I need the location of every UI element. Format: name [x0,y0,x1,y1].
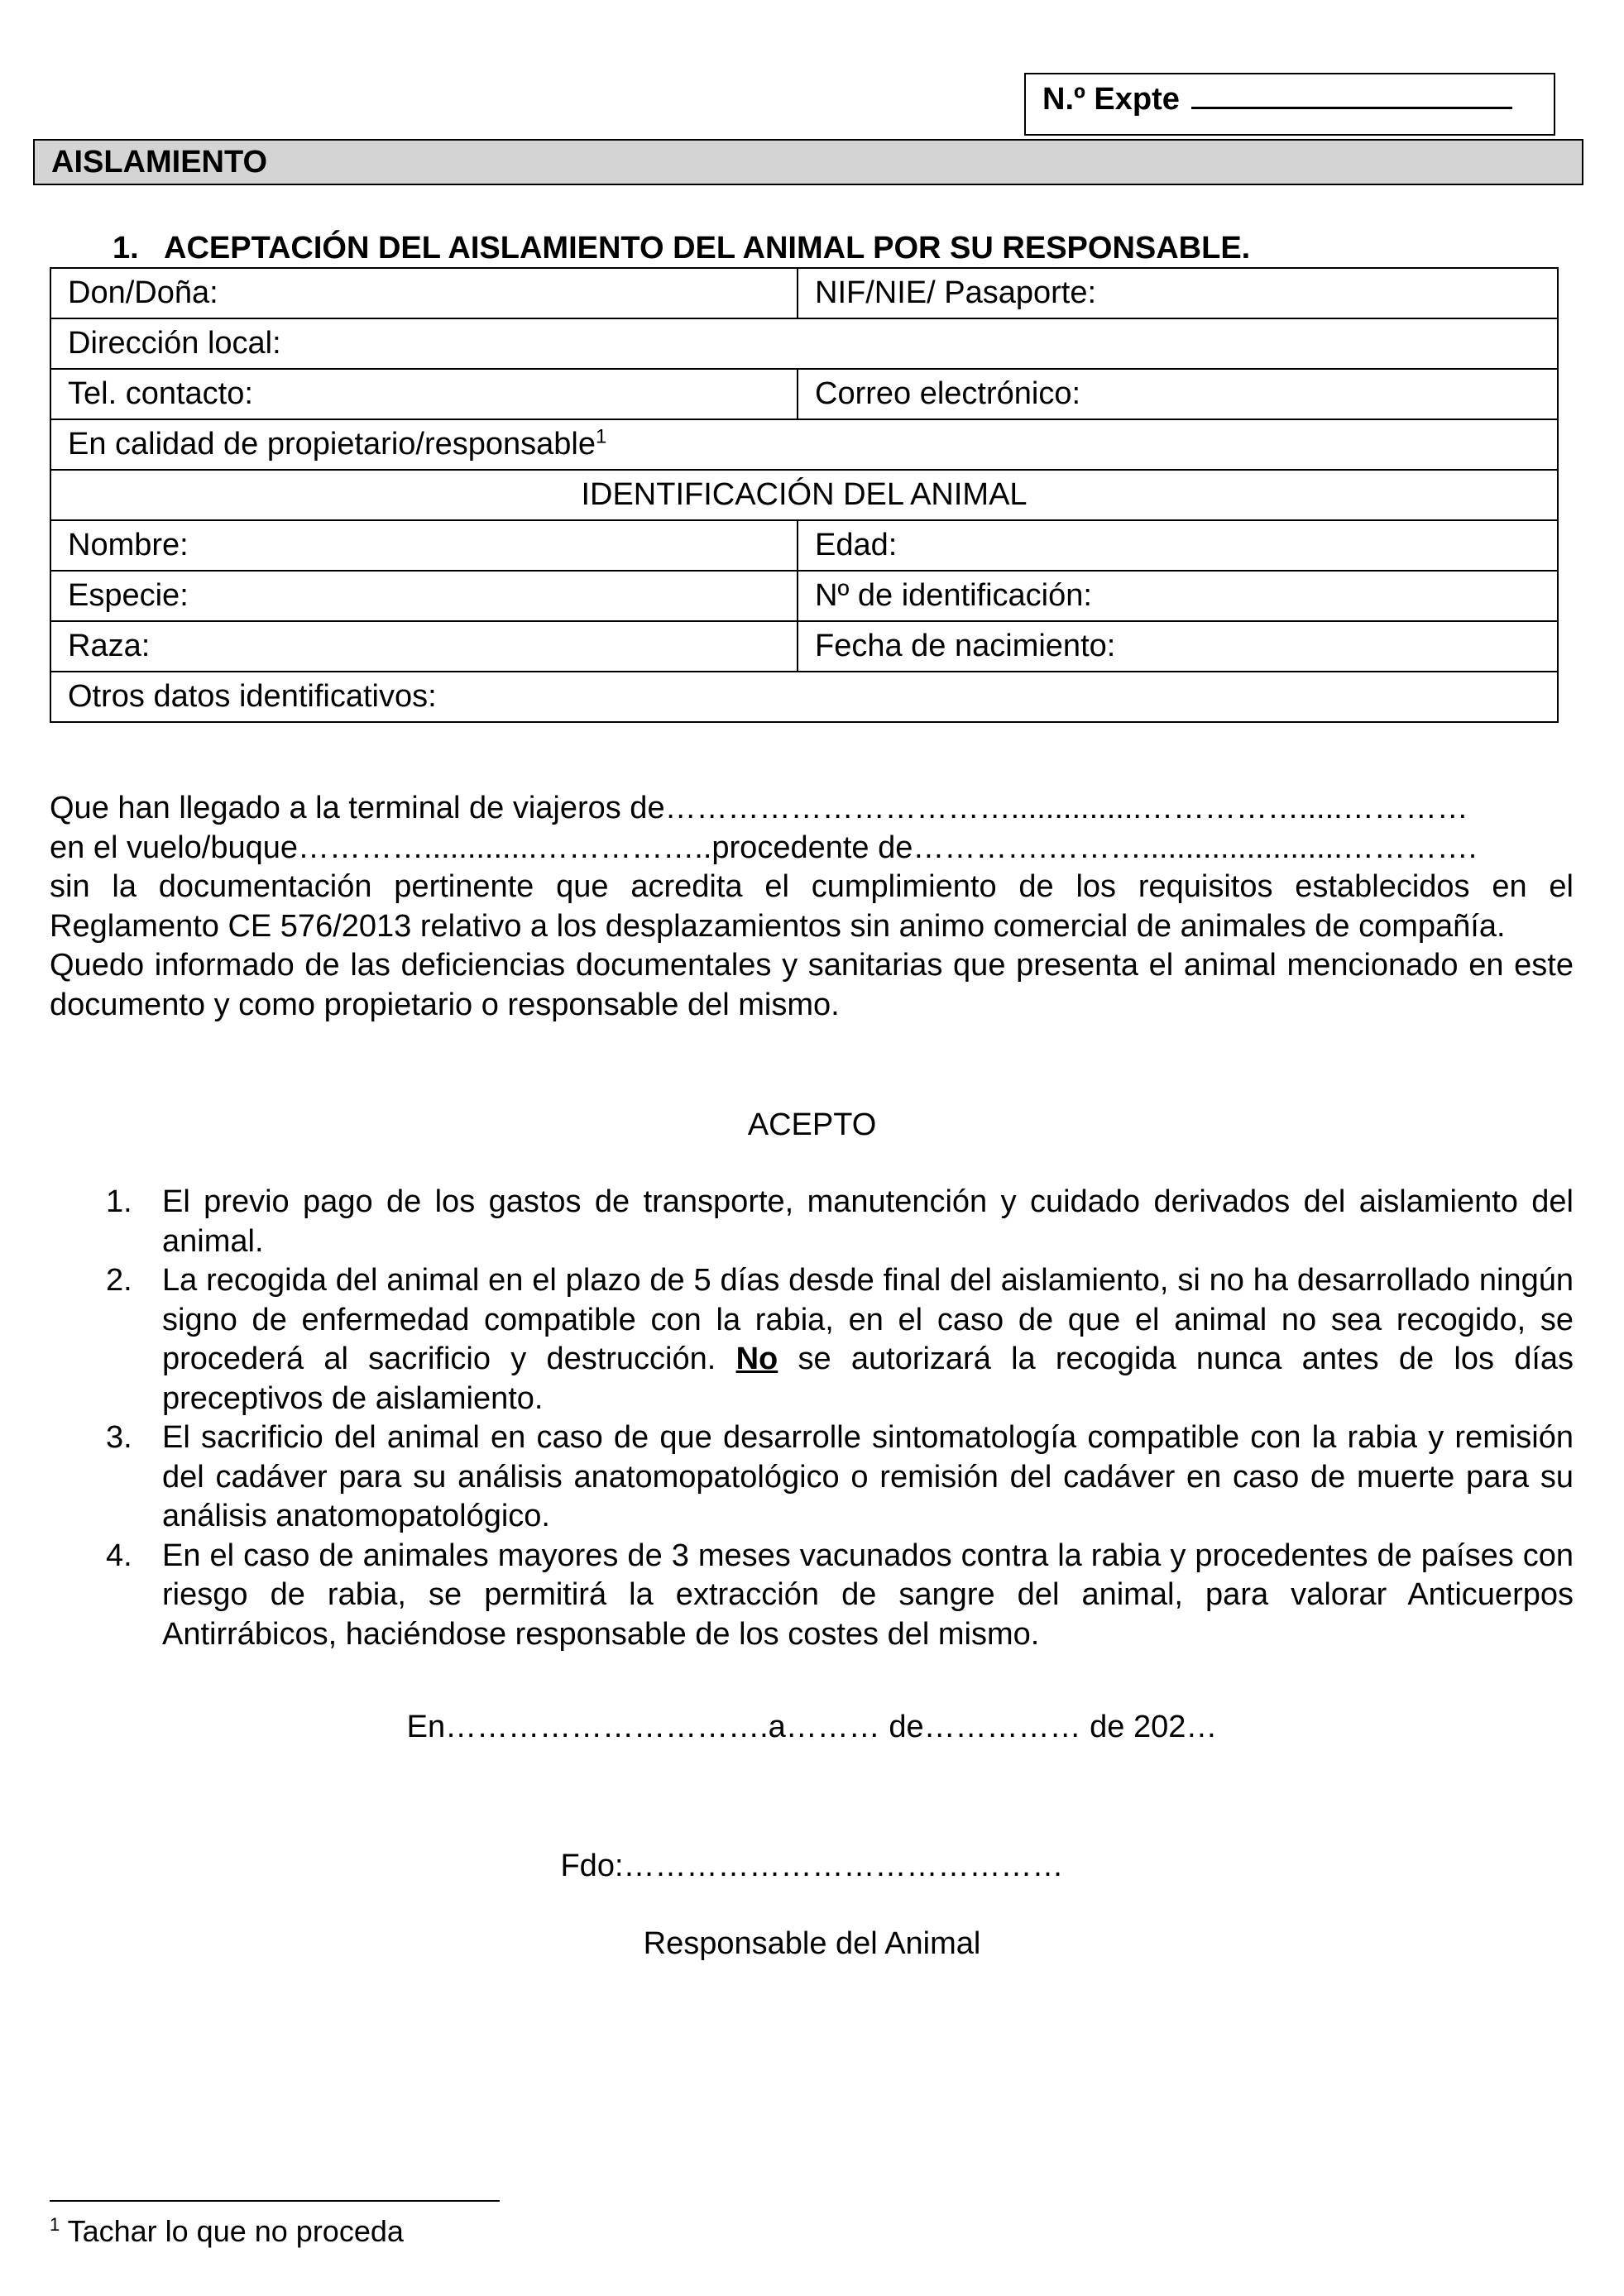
calidad-label: En calidad de propietario/responsable [68,427,596,462]
item-text: En el caso de animales mayores de 3 meses vacunados contra la rabia y procedentes de países con riesgo de rabia, se permitirá la extracción de sangre del animal, para valorar Anticuerpos Antirrábicos, haciéndose responsable de los costes del mismo. [162,1538,1574,1652]
especie-field[interactable]: Especie: [50,571,798,621]
correo-field[interactable]: Correo electrónico: [798,369,1558,419]
table-row [50,318,1558,369]
expediente-label: N.º Expte [1042,82,1180,117]
animal-id-header: IDENTIFICACIÓN DEL ANIMAL [50,470,1558,520]
raza-field[interactable]: Raza: [50,621,798,672]
documentation-paragraph: sin la documentación pertinente que acredita el cumplimiento de los requisitos establecidos en el Reglamento CE 576/2013 relativo a los desplazamientos sin animo comercial de animales de compañía. [50,869,1574,944]
section-title-text: ACEPTACIÓN DEL AISLAMIENTO DEL ANIMAL POR SU RESPONSABLE. [164,231,1251,265]
table-row [50,571,1558,621]
acepto-heading: ACEPTO [747,1107,877,1142]
emphasis-no: No [735,1342,778,1376]
item-text: El previo pago de los gastos de transporte, manutención y cuidado derivados del aislamiento del animal. [162,1184,1574,1259]
table-row [50,419,1558,470]
table-row [50,268,1558,318]
signature-line: Fdo:…………………………………… [560,1849,1064,1883]
item-number: 2. [106,1263,132,1298]
edad-field[interactable]: Edad: [798,520,1558,571]
responsible-form-table [50,267,1559,723]
direccion-field[interactable]: Dirección local: [50,318,1558,369]
table-row [50,470,1558,520]
footnote-mark: 1 [50,2214,60,2235]
item-number: 4. [106,1538,132,1573]
item-number: 1. [106,1184,132,1219]
item-text: El sacrificio del animal en caso de que desarrolle sintomatología compatible con la rabia y remisión del cadáver para su análisis anatomopatológico o remisión del cadáver en caso de muerte para su análisis anatomopatológico. [162,1420,1574,1533]
calidad-field[interactable] [50,419,1558,470]
num-identificacion-field[interactable]: Nº de identificación: [798,571,1558,621]
signature-role: Responsable del Animal [643,1926,981,1961]
place-date-line: En………………………….a……… de…………… de 202… [406,1710,1218,1744]
arrival-paragraph [50,789,1574,1025]
fecha-nacimiento-field[interactable]: Fecha de nacimiento: [798,621,1558,672]
table-row [50,621,1558,672]
telefono-field[interactable]: Tel. contacto: [50,369,798,419]
nombre-field[interactable]: Nombre: [50,520,798,571]
footnote [50,2213,404,2250]
item-text-continued: se autorizará la recogida nunca antes de los días preceptivos de aislamiento. [162,1342,1574,1416]
list-item [50,1537,1574,1655]
table-row [50,672,1558,722]
nif-field[interactable]: NIF/NIE/ Pasaporte: [798,268,1558,318]
otros-datos-field[interactable]: Otros datos identificativos: [50,672,1558,722]
list-item [50,1261,1574,1418]
item-text: La recogida del animal en el plazo de 5 días desde final del aislamiento, si no ha desarrollado ningún signo de enfermedad compatible con la rabia, en el caso de que el animal no sea recogido, se procederá al sacrificio y destrucción. [162,1263,1574,1376]
don-dona-field[interactable]: Don/Doña: [50,268,798,318]
table-row [50,369,1558,419]
table-row [50,520,1558,571]
footnote-divider [50,2200,500,2202]
informed-paragraph: Quedo informado de las deficiencias documentales y sanitarias que presenta el animal mencionado en este documento y como propietario o responsable del mismo. [50,948,1574,1022]
footnote-ref: 1 [595,425,607,448]
section-number: 1. [113,231,139,265]
item-number: 3. [106,1420,132,1455]
list-item [50,1183,1574,1261]
vuelo-line: en el vuelo/buque………….............……………..procedente de………….……….......................…………. [50,830,1478,865]
list-item [50,1418,1574,1537]
acceptance-list [50,1183,1574,1654]
terminal-line: Que han llegado a la terminal de viajeros de……………………………...............…………….....………… [50,791,1468,825]
section-banner: AISLAMIENTO [33,139,1583,185]
footnote-text: Tachar lo que no proceda [67,2214,404,2248]
expediente-blank-line [1191,79,1512,109]
expediente-number-box [1024,73,1555,136]
section-title [113,228,1250,268]
